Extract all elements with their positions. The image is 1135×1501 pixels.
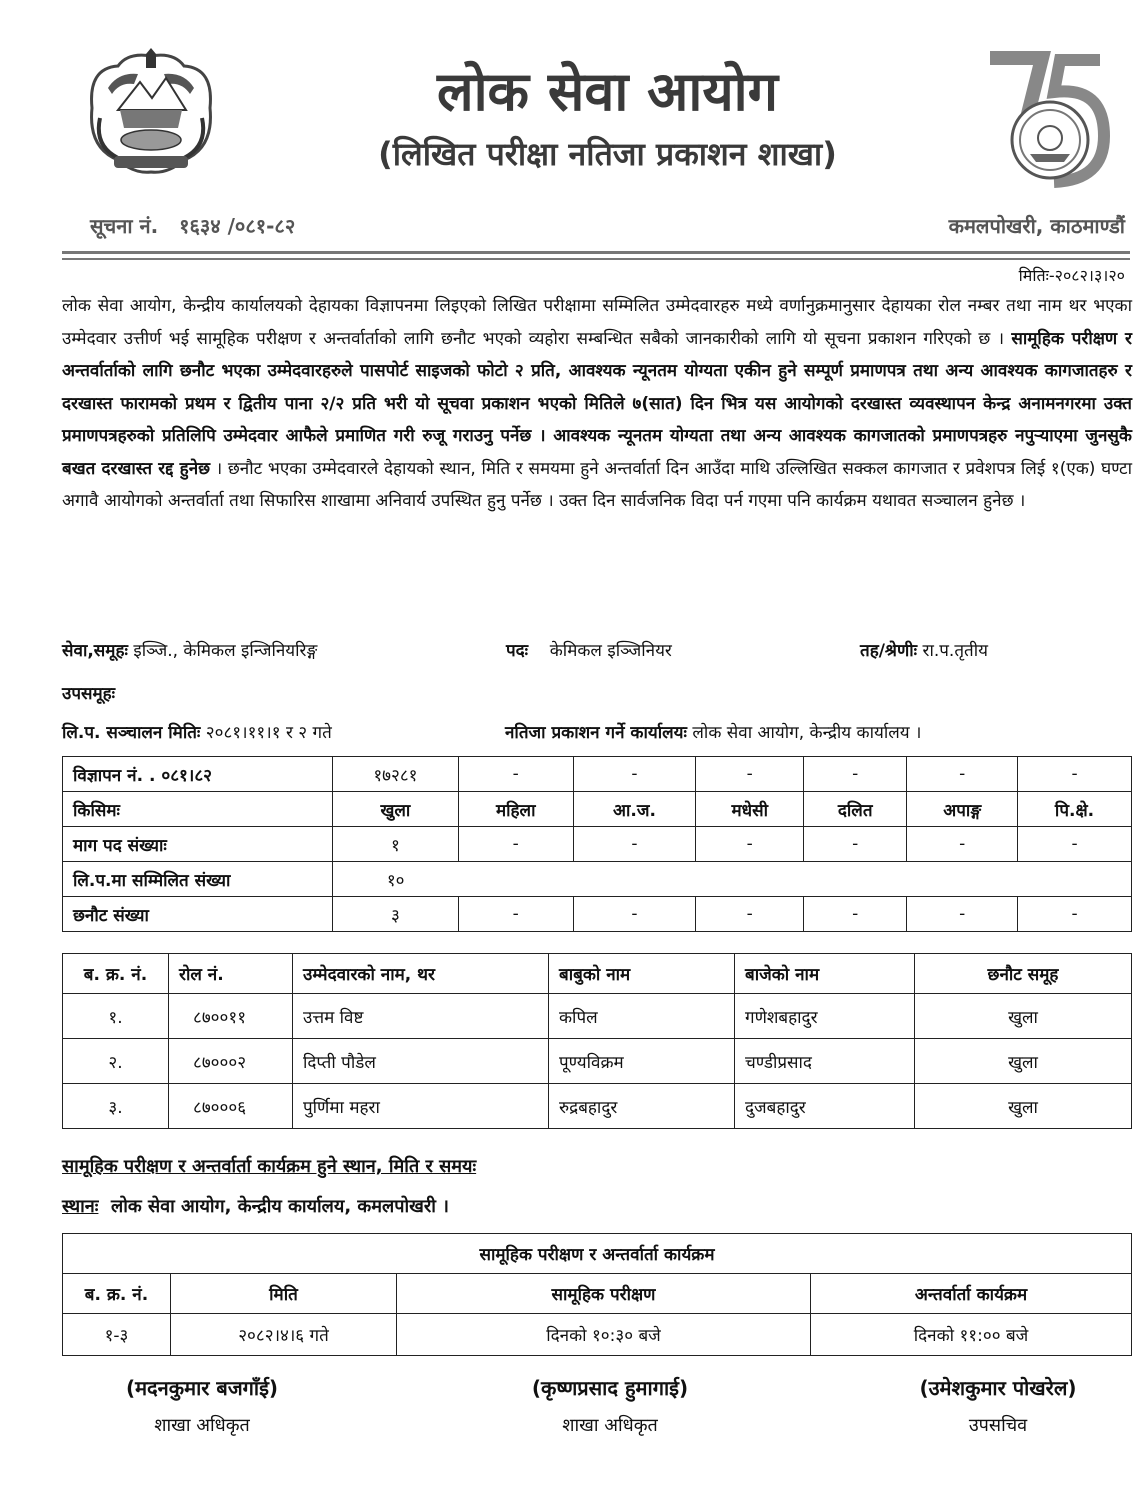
- table-row: १. ८७००११ उत्तम विष्ट कपिल गणेशबहादुर खुला: [63, 994, 1132, 1039]
- intro-text: लोक सेवा आयोग, केन्द्रीय कार्यालयको देहायका विज्ञापनमा लिइएको लिखित परीक्षामा सम्मिलित उम्मेदवारहरु मध्ये वर्णानुक्रमानुसार देहायका रोल नम्बर तथा नाम थर भएका उम्मेदवार उत्तीर्ण भई सामूहिक परीक्षण र अन्तर्वार्ताको लागि छनौट भएको व्यहोरा सम्बन्धित सबैको जानकारीको लागि यो सूचना प्रकाशन गरिएको छ ।: [62, 296, 1132, 349]
- header-divider-thin: [62, 258, 1130, 260]
- notice-number: [90, 212, 295, 239]
- signatory-designation: शाखा अधिकृत: [154, 1415, 250, 1436]
- signature-block: [460, 1374, 760, 1437]
- candidates-table: [62, 953, 1132, 1129]
- signatory-name: (उमेशकुमार पोखरेल): [919, 1376, 1077, 1400]
- result-office: नतिजा प्रकाशन गर्ने कार्यालयः लोक सेवा आयोग, केन्द्रीय कार्यालय ।: [505, 723, 922, 743]
- candidates-header: ब. क्र. नं. रोल नं. उम्मेदवारको नाम, थर बाबुको नाम बाजेको नाम छनौट समूह: [63, 954, 1132, 994]
- notice-body: [62, 290, 1132, 518]
- table-row: ३. ८७०००६ पुर्णिमा महरा रुद्रबहादुर दुजबहादुर खुला: [63, 1084, 1132, 1129]
- participants-row: लि.प.मा सम्मिलित संख्या १०: [63, 862, 1132, 897]
- page-title: लोक सेवा आयोग: [436, 60, 779, 123]
- schedule-place: स्थानः लोक सेवा आयोग, केन्द्रीय कार्यालय, कमलपोखरी ।: [62, 1196, 449, 1217]
- table-row: १-३ २०८२।४।६ गते दिनको १०:३० बजे दिनको ११:०० बजे: [63, 1314, 1132, 1356]
- signatory-name: (मदनकुमार बजगाँई): [125, 1376, 279, 1400]
- notice-label: सूचना नं.: [90, 214, 159, 238]
- notice-value: १६३४ /०८१-८२: [179, 214, 296, 238]
- level: तह/श्रेणीः रा.प.तृतीय: [860, 641, 988, 661]
- ad-number-row: विज्ञापन नं. . ०८१।८२ १७२८१ - - - - - -: [63, 757, 1132, 792]
- header-divider: [62, 251, 1130, 254]
- schedule-title-row: सामूहिक परीक्षण र अन्तर्वार्ता कार्यक्रम: [63, 1234, 1132, 1274]
- exam-date: लि.प. सञ्चालन मितिः २०८१।११।१ र २ गते: [62, 723, 332, 743]
- schedule-table: [62, 1233, 1132, 1356]
- table-row: २. ८७०००२ दिप्ती पौडेल पूण्यविक्रम चण्डीप्रसाद खुला: [63, 1039, 1132, 1084]
- demand-row: माग पद संख्याः १ - - - - - -: [63, 827, 1132, 862]
- type-row: किसिमः खुला महिला आ.ज. मधेसी दलित अपाङ्ग पि.क्षे.: [63, 792, 1132, 827]
- subgroup: उपसमूहः: [62, 684, 116, 704]
- signature-block: [848, 1374, 1135, 1437]
- intro-instructions: सामूहिक परीक्षण र अन्तर्वार्ताको लागि छनौट भएका उम्मेदवारहरुले पासपोर्ट साइजको फोटो २ प्रति, आवश्यक न्यूनतम योग्यता एकीन हुने सम्पूर्ण प्रमाणपत्र तथा अन्य आवश्यक कागजातहरु र दरखास्त फारामको प्रथम र द्वितीय पाना २/२ प्रति भरी यो सूचवा प्रकाशन भएको मितिले ७(सात) दिन भित्र यस आयोगको दरखास्त व्यवस्थापन केन्द्र अनामनगरमा उक्त प्रमाणपत्रहरुको प्रतिलिपि उम्मेदवार आफैले प्रमाणित गरी रुजू गराउनु पर्नेछ । आवश्यक न्यूनतम योग्यता तथा अन्य आवश्यक कागजातको प्रमाणपत्रहरु नपुऱ्याएमा जुनसुकै बखत दरखास्त रद्द हुनेछ: [62, 328, 1132, 479]
- selected-row: छनौट संख्या ३ - - - - - -: [63, 897, 1132, 932]
- page-subtitle: (लिखित परीक्षा नतिजा प्रकाशन शाखा): [378, 135, 837, 173]
- schedule-heading: सामूहिक परीक्षण र अन्तर्वार्ता कार्यक्रम हुने स्थान, मिति र समयः: [62, 1156, 477, 1177]
- notice-date: मितिः-२०८२।३।२०: [1018, 266, 1125, 285]
- schedule-header: ब. क्र. नं. मिति सामूहिक परीक्षण अन्तर्वार्ता कार्यक्रम: [63, 1274, 1132, 1314]
- anniversary-number: 75: [1048, 84, 1050, 85]
- service-group: सेवा,समूहः इञ्जि., केमिकल इन्जिनियरिङ्ग: [62, 641, 318, 661]
- intro-interview-note: । छनौट भएका उम्मेदवारले देहायको स्थान, मिति र समयमा हुने अन्तर्वार्ता दिन आउँदा माथि उल्लिखित सक्कल कागजात र प्रवेशपत्र लिई १(एक) घण्टा अगावै आयोगको अन्तर्वार्ता तथा सिफारिस शाखामा अनिवार्य उपस्थित हुनु पर्नेछ । उक्त दिन सार्वजनिक विदा पर्न गएमा पनि कार्यक्रम यथावत सञ्चालन हुनेछ ।: [62, 458, 1133, 511]
- signature-block: [52, 1374, 352, 1437]
- signatory-designation: उपसचिव: [968, 1415, 1028, 1436]
- signatory-name: (कृष्णप्रसाद हुमागाई): [531, 1376, 689, 1400]
- signatory-designation: शाखा अधिकृत: [562, 1415, 658, 1436]
- office-location: कमलपोखरी, काठमाण्डौं: [948, 214, 1125, 238]
- post: पदः केमिकल इञ्जिनियर: [506, 641, 672, 661]
- advertisement-table: [62, 756, 1132, 932]
